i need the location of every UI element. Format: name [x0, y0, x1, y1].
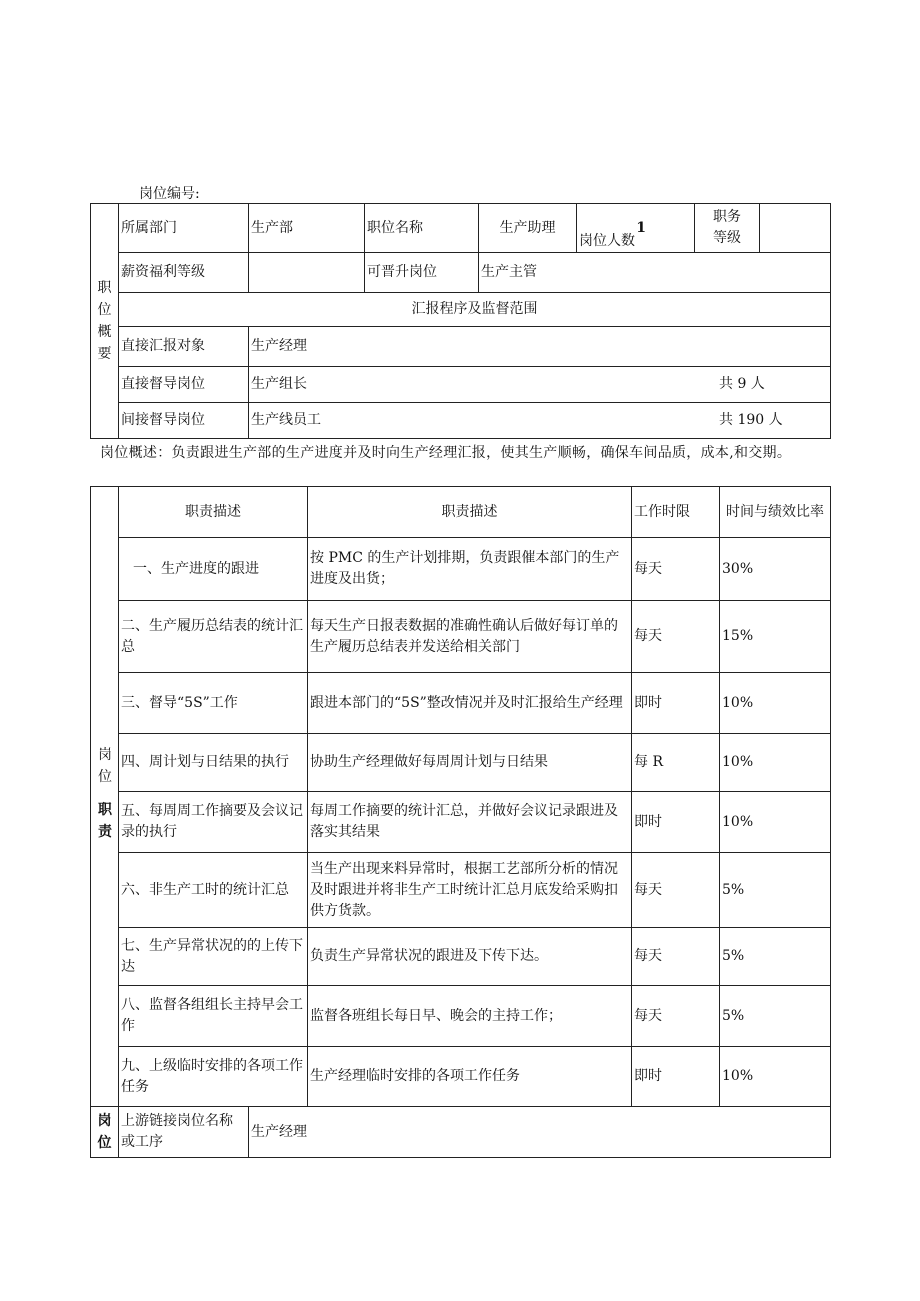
direct-report-label: 直接汇报对象: [119, 327, 249, 367]
duty-item: 五、每周周工作摘要及会议记录的执行: [119, 792, 308, 853]
links-table: [90, 1106, 831, 1158]
indirect-supervise-cell: [249, 403, 831, 439]
duty-time: 每天: [632, 601, 720, 673]
promotion-value: 生产主管: [479, 253, 831, 293]
duty-ratio: 10%: [720, 1047, 831, 1107]
duty-ratio: 5%: [720, 986, 831, 1047]
grade-value: [760, 204, 831, 253]
duty-desc: 按 PMC 的生产计划排期，负责跟催本部门的生产进度及出货；: [308, 538, 632, 601]
duty-header-4: 时间与绩效比率: [720, 487, 831, 538]
duty-item: 八、监督各组组长主持早会工作: [119, 986, 308, 1047]
duty-time: 每 R: [632, 734, 720, 792]
duty-ratio: 15%: [720, 601, 831, 673]
duty-time: 即时: [632, 792, 720, 853]
headcount-value: 1: [636, 220, 646, 236]
duty-ratio: 5%: [720, 853, 831, 928]
direct-report-value: 生产经理: [249, 327, 831, 367]
title-label: 职位名称: [365, 204, 479, 253]
duty-header-1: 职责描述: [119, 487, 308, 538]
duty-time: 即时: [632, 673, 720, 734]
overview-section-label: 职位概要: [91, 204, 119, 439]
duty-desc: 每周工作摘要的统计汇总，并做好会议记录跟进及落实其结果: [308, 792, 632, 853]
duty-ratio: 10%: [720, 792, 831, 853]
upstream-label: 上游链接岗位名称或工序: [119, 1107, 249, 1158]
direct-supervise-label: 直接督导岗位: [119, 367, 249, 403]
headcount-cell: [577, 204, 695, 253]
upstream-value: 生产经理: [249, 1107, 831, 1158]
overview-table: [90, 203, 831, 439]
indirect-supervise-label: 间接督导岗位: [119, 403, 249, 439]
duty-item: 七、生产异常状况的的上传下达: [119, 928, 308, 986]
duty-desc: 生产经理临时安排的各项工作任务: [308, 1047, 632, 1107]
duties-section-label: 岗位 职责: [91, 487, 119, 1107]
title-value: 生产助理: [479, 204, 577, 253]
promotion-label: 可晋升岗位: [365, 253, 479, 293]
salary-label: 薪资福利等级: [119, 253, 249, 293]
direct-supervise-count: 共 9 人: [719, 376, 765, 392]
duties-table: [90, 486, 831, 1107]
duty-ratio: 10%: [720, 734, 831, 792]
duty-desc: 当生产出现来料异常时，根据工艺部所分析的情况及时跟进并将非生产工时统计汇总月底发给采购扣供方货款。: [308, 853, 632, 928]
duty-item: 二、生产履历总结表的统计汇总: [119, 601, 308, 673]
grade-label: 职务等级: [695, 204, 760, 253]
reporting-header: 汇报程序及监督范围: [119, 293, 831, 327]
duty-desc: 协助生产经理做好每周周计划与日结果: [308, 734, 632, 792]
headcount-label: 岗位人数: [579, 233, 635, 249]
duty-header-3: 工作时限: [632, 487, 720, 538]
indirect-supervise-value: 生产线员工: [251, 412, 321, 428]
duty-desc: 负责生产异常状况的跟进及下传下达。: [308, 928, 632, 986]
duty-item: 三、督导“5S”工作: [119, 673, 308, 734]
duty-desc: 监督各班组长每日早、晚会的主持工作；: [308, 986, 632, 1047]
duty-item: 九、上级临时安排的各项工作任务: [119, 1047, 308, 1107]
links-section-label: 岗位: [91, 1107, 119, 1158]
department-value: 生产部: [249, 204, 365, 253]
duty-desc: 跟进本部门的“5S”整改情况并及时汇报给生产经理: [308, 673, 632, 734]
duty-time: 即时: [632, 1047, 720, 1107]
salary-value: [249, 253, 365, 293]
duty-ratio: 30%: [720, 538, 831, 601]
duty-item: 六、非生产工时的统计汇总: [119, 853, 308, 928]
direct-supervise-cell: [249, 367, 831, 403]
indirect-supervise-count: 共 190 人: [719, 412, 783, 428]
duty-desc: 每天生产日报表数据的准确性确认后做好每订单的生产履历总结表并发送给相关部门: [308, 601, 632, 673]
duty-time: 每天: [632, 853, 720, 928]
position-number-label: 岗位编号:: [139, 186, 200, 202]
direct-supervise-value: 生产组长: [251, 376, 307, 392]
duty-time: 每天: [632, 986, 720, 1047]
duty-header-2: 职责描述: [308, 487, 632, 538]
department-label: 所属部门: [119, 204, 249, 253]
duty-ratio: 5%: [720, 928, 831, 986]
duty-item: 四、周计划与日结果的执行: [119, 734, 308, 792]
position-summary: 岗位概述：负责跟进生产部的生产进度并及时向生产经理汇报，使其生产顺畅，确保车间品质，成本,和交期。: [100, 445, 792, 461]
duty-item: 一、生产进度的跟进: [119, 538, 308, 601]
duty-time: 每天: [632, 928, 720, 986]
duty-time: 每天: [632, 538, 720, 601]
duty-ratio: 10%: [720, 673, 831, 734]
